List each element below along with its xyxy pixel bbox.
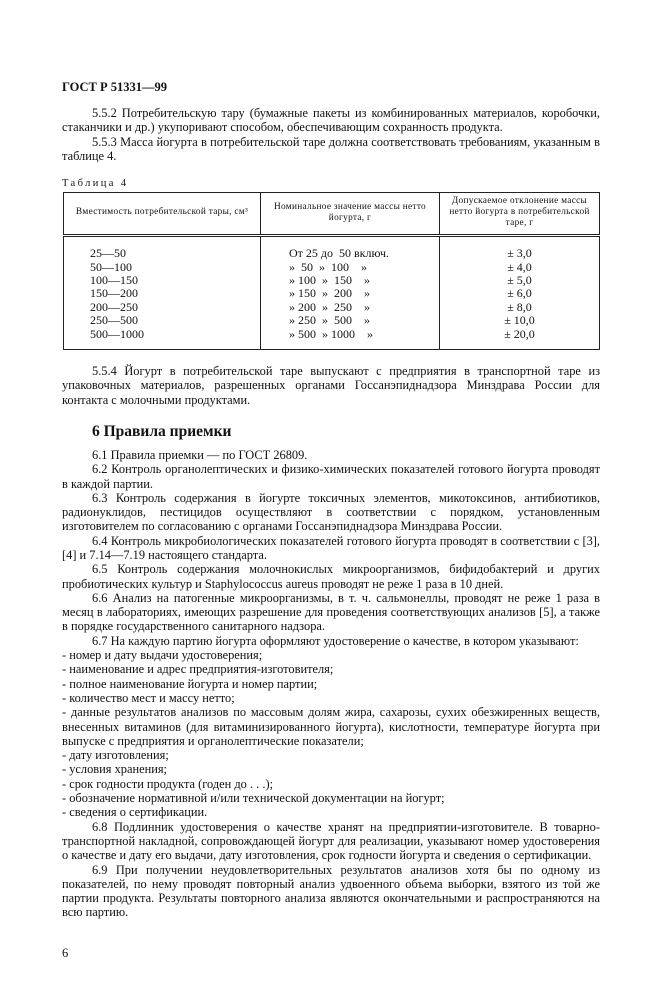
table-cell: 100—150 xyxy=(64,274,261,287)
column-header: Допускаемое отклонение массы нетто йогурта в потребительской таре, г xyxy=(440,193,600,236)
table-cell: » 150 » 200 » xyxy=(261,287,440,300)
list-item: - данные результатов анализов по массовым долям жира, сахарозы, сухих обезжиренных веществ, внесенных витаминов (для витаминизированного йогурта), кислотности, температуре йогурта при выпуске с предприятия и органолептические показатели; xyxy=(62,705,600,748)
table-row xyxy=(64,236,600,261)
list-item: - наименование и адрес предприятия-изготовителя; xyxy=(62,662,334,677)
paragraph: 6.2 Контроль органолептических и физико-химических показателей готового йогурта проводят в каждой партии. xyxy=(62,462,600,491)
list-item: - сведения о сертификации. xyxy=(62,805,208,820)
paragraph-5-5-4-block xyxy=(62,364,600,407)
paragraph: 6.3 Контроль содержания в йогурте токсичных элементов, микотоксинов, антибиотиков, радионуклидов, пестицидов осуществляют в соответствии с порядком, установленным изготовителем по согласованию с органами Госсанэпиднадзора Минздрава России. xyxy=(62,490,600,534)
column-header: Вместимость потребительской тары, см³ xyxy=(64,193,261,236)
table-cell: 250—500 xyxy=(64,314,261,327)
table-cell: » 500 » 1000 » xyxy=(261,328,440,350)
paragraph-5-5-2: 5.5.2 Потребительскую тару (бумажные пакеты из комбинированных материалов, коробочки, стаканчики и др.) укупоривают способом, обеспечивающим сохранность продукта. xyxy=(62,106,600,135)
table-cell: ± 8,0 xyxy=(440,301,600,314)
list-item: - условия хранения; xyxy=(62,762,167,777)
table-row xyxy=(64,314,600,327)
table-row xyxy=(64,301,600,314)
list-item: - количество мест и массу нетто; xyxy=(62,690,235,705)
table-row xyxy=(64,287,600,300)
list-item: - полное наименование йогурта и номер партии; xyxy=(62,676,318,691)
table-row xyxy=(64,261,600,274)
paragraph: 6.6 Анализ на патогенные микроорганизмы, в т. ч. сальмонеллы, проводят не реже 1 раза в месяц в лабораториях, имеющих разрешение для проведения соответствующих анализов [5], а также в порядке государственного санитарного надзора. xyxy=(62,590,600,634)
paragraph: 6.9 При получении неудовлетворительных результатов анализов хотя бы по одному из показателей, по нему проводят повторный анализ удвоенного объема выборки, взятого из той же партии продукта. Результаты повторного анализа являются окончательными и распространяются на всю партию. xyxy=(62,862,600,920)
paragraph: 6.5 Контроль содержания молочнокислых микроорганизмов, бифидобактерий и других пробиотических культур и Staphylococcus aureus проводят не реже 1 раза в 10 дней. xyxy=(62,562,600,591)
table-cell: » 250 » 500 » xyxy=(261,314,440,327)
paragraph: 6.1 Правила приемки — по ГОСТ 26809. xyxy=(92,447,308,462)
table-cell: ± 20,0 xyxy=(440,328,600,350)
paragraph: 6.7 На каждую партию йогурта оформляют удостоверение о качестве, в котором указывают: xyxy=(92,633,579,648)
section-body xyxy=(62,448,600,920)
mass-tolerance-table xyxy=(63,192,600,350)
table-cell: » 100 » 150 » xyxy=(261,274,440,287)
paragraph-5-5-3: 5.5.3 Масса йогурта в потребительской таре должна соответствовать требованиям, указанным в таблице 4. xyxy=(62,134,600,163)
table-cell: ± 3,0 xyxy=(440,236,600,261)
table-cell: От 25 до 50 включ. xyxy=(261,236,440,261)
table-cell: ± 4,0 xyxy=(440,261,600,274)
list-item: - дату изготовления; xyxy=(62,748,169,763)
table-row xyxy=(64,328,600,350)
table-cell: 200—250 xyxy=(64,301,261,314)
table-caption: Таблица 4 xyxy=(62,178,129,190)
table-cell: ± 5,0 xyxy=(440,274,600,287)
table-cell: 150—200 xyxy=(64,287,261,300)
table-cell: 500—1000 xyxy=(64,328,261,350)
paragraph: 6.4 Контроль микробиологических показателей готового йогурта проводят в соответствии с [3], [4] и 7.14—7.19 настоящего стандарта. xyxy=(62,533,600,562)
column-header: Номинальное значение массы нетто йогурта, г xyxy=(261,193,440,236)
paragraph-5-5-4: 5.5.4 Йогурт в потребительской таре выпускают с предприятия в транспортной таре из упаковочных материалов, разрешенных органами Госсанэпиднадзора Минздрава России для контакта с молочными продуктами. xyxy=(62,364,600,407)
intro-paragraphs xyxy=(62,106,600,163)
section-heading: 6 Правила приемки xyxy=(92,422,232,440)
table-cell: ± 10,0 xyxy=(440,314,600,327)
table-cell: » 200 » 250 » xyxy=(261,301,440,314)
page-number: 6 xyxy=(62,945,69,960)
table-cell: 50—100 xyxy=(64,261,261,274)
list-item: - номер и дату выдачи удостоверения; xyxy=(62,648,263,663)
table-cell: ± 6,0 xyxy=(440,287,600,300)
paragraph: 6.8 Подлинник удостоверения о качестве хранят на предприятии-изготовителе. В товарно-транспортной накладной, сопровождающей йогурт для реализации, указывают номер удостоверения о качестве и дату его выдачи, дату изготовления, срок годности йогурта и сведения о сертификации. xyxy=(62,819,600,863)
document-code: ГОСТ Р 51331—99 xyxy=(62,80,168,94)
table-cell: 25—50 xyxy=(64,236,261,261)
table-row xyxy=(64,274,600,287)
table-cell: » 50 » 100 » xyxy=(261,261,440,274)
list-item: - обозначение нормативной и/или технической документации на йогурт; xyxy=(62,791,445,806)
list-item: - срок годности продукта (годен до . . .); xyxy=(62,776,274,791)
